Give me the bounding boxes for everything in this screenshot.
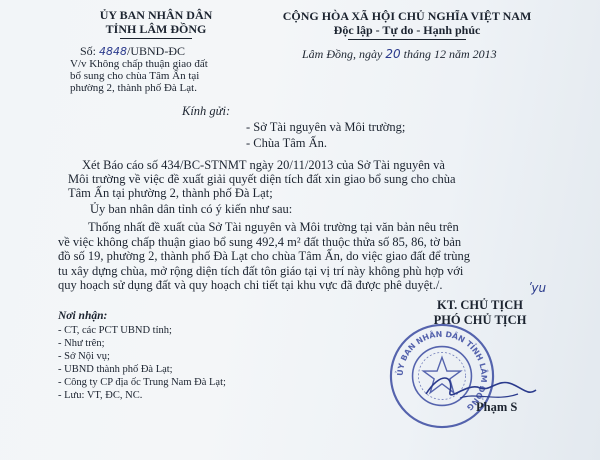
body-line: về việc không chấp thuận giao bổ sung 492,4 m² đất thuộc thửa số 85, 86, tờ bản [58, 234, 462, 249]
motto-underline [348, 39, 466, 40]
list-item: - Sở Nội vụ; [58, 351, 110, 362]
subject-line: bổ sung cho chùa Tâm Ấn tại [70, 70, 200, 82]
body-line: đồ số 19, phường 2, thành phố Đà Lạt cho chùa Tâm Ấn, do việc giao đất để trùng [58, 249, 471, 263]
org-underline [120, 38, 192, 39]
signature-subtitle: PHÓ CHỦ TỊCH [433, 313, 527, 327]
list-item: - Công ty CP địa ốc Trung Nam Đà Lạt; [58, 377, 226, 388]
recipients-label: Nơi nhận: [58, 310, 108, 322]
doc-number-prefix: Số: [80, 44, 97, 58]
date-suffix: tháng 12 năm 2013 [403, 47, 497, 61]
body-line: tu xây dựng chùa, mở rộng diện tích đất tôn giáo tại vị trí này không phù hợp với [58, 263, 464, 278]
paragraph-opinion: Ủy ban nhân dân tỉnh có ý kiến như sau: [90, 202, 293, 216]
list-item: - CT, các PCT UBND tỉnh; [58, 325, 172, 336]
signature-title: KT. CHỦ TỊCH [436, 298, 523, 312]
date-day-handwritten: 20 [385, 47, 401, 61]
country-motto: Độc lập - Tự do - Hạnh phúc [333, 23, 481, 37]
body-line: Xét Báo cáo số 434/BC-STNMT ngày 20/11/2013 của Sở Tài nguyên và [82, 158, 445, 172]
list-item: - UBND thành phố Đà Lạt; [58, 364, 173, 375]
doc-number-handwritten: 4848 [99, 45, 128, 58]
subject-line: phường 2, thành phố Đà Lạt. [70, 82, 197, 94]
list-item: - Như trên; [58, 338, 105, 349]
body-line: quy hoạch sử dụng đất và quy hoạch chi tiết tại khu vực đã được phê duyệt./. [58, 278, 443, 292]
paragraph-intro [68, 158, 456, 200]
subject-block [70, 58, 208, 94]
subject-line: V/v Không chấp thuận giao đất [70, 58, 208, 70]
doc-number-suffix: /UBND-ĐC [127, 44, 186, 58]
body-line: Thống nhất đề xuất của Sở Tài nguyên và Môi trường tại văn bản nêu trên [88, 220, 459, 234]
initial-mark: ʹyu [528, 281, 547, 295]
recipient-line: - Sở Tài nguyên và Môi trường; [246, 120, 406, 134]
recipient-line: - Chùa Tâm Ấn. [246, 136, 328, 150]
date-prefix: Lâm Đồng, ngày [302, 47, 383, 61]
signer-name: Phạm S [476, 400, 518, 414]
org-name-line1: ỦY BAN NHÂN DÂN [99, 8, 213, 22]
paragraph-decision [58, 220, 470, 293]
list-item: - Lưu: VT, ĐC, NC. [58, 390, 143, 401]
document-date [302, 47, 497, 62]
recipients-list [58, 324, 226, 402]
greeting-label: Kính gửi: [182, 104, 231, 118]
body-line: Môi trường về việc đề xuất giải quyết diện tích đất xin giao bổ sung cho chùa [68, 172, 456, 186]
body-line: Tâm Ấn tại phường 2, thành phố Đà Lạt; [68, 186, 273, 200]
seal-text: ỦY BAN NHÂN DÂN TỈNH LÂM ĐỒNG [395, 329, 489, 413]
document-number [80, 44, 185, 59]
country-name: CỘNG HÒA XÃ HỘI CHỦ NGHĨA VIỆT NAM [282, 9, 532, 23]
org-name-line2: TỈNH LÂM ĐỒNG [105, 22, 207, 36]
